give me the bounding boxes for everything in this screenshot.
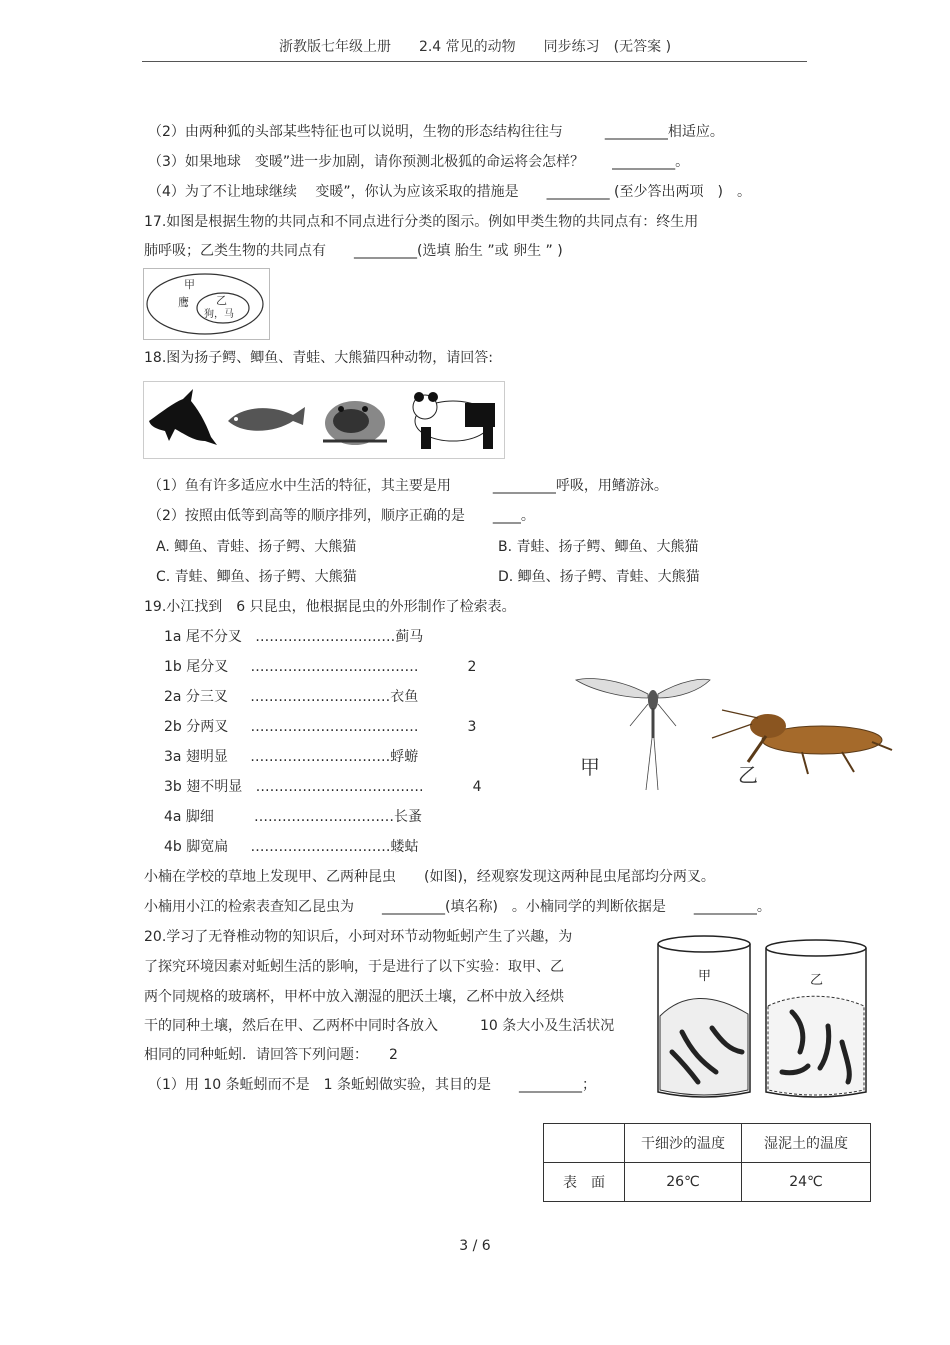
earthworm-cups-image bbox=[652, 932, 874, 1104]
q20-part1: （1）用 10 条蚯蚓而不是 1 条蚯蚓做实验，其目的是 _________； bbox=[148, 1077, 596, 1093]
insects-image bbox=[572, 668, 898, 796]
key-row: 4a 脚细 …………………………长蚤 bbox=[164, 809, 422, 825]
table-row bbox=[544, 1163, 871, 1202]
venn-outer-item: 鹰 bbox=[178, 296, 189, 309]
table-cell: 26℃ bbox=[625, 1163, 742, 1202]
q20-line4: 干的同种土壤，然后在甲、乙两杯中同时各放入 10 条大小及生活状况 bbox=[144, 1018, 615, 1034]
table-cell: 湿泥土的温度 bbox=[742, 1124, 871, 1163]
table-cell bbox=[544, 1124, 625, 1163]
q18-part1: （1）鱼有许多适应水中生活的特征，其主要是用 _________呼吸，用鳍游泳。 bbox=[148, 478, 668, 494]
key-row: 3a 翅明显 …………………………蜉蝣 bbox=[164, 749, 419, 765]
key-row: 1a 尾不分叉 …………………………蓟马 bbox=[164, 629, 424, 645]
q20-line1: 20.学习了无脊椎动物的知识后，小珂对环节动物蚯蚓产生了兴趣，为 bbox=[144, 929, 573, 945]
cup-label-yi: 乙 bbox=[810, 973, 824, 988]
option-a: A. 鲫鱼、青蛙、扬子鳄、大熊猫 bbox=[156, 539, 357, 555]
q20-line2: 了探究环境因素对蚯蚓生活的影响，于是进行了以下实验：取甲、乙 bbox=[144, 959, 564, 975]
q18-stem: 18.图为扬子鳄、鲫鱼、青蛙、大熊猫四种动物，请回答: bbox=[144, 350, 493, 366]
q20-line3: 两个同规格的玻璃杯，甲杯中放入潮湿的肥沃土壤，乙杯中放入经烘 bbox=[144, 989, 564, 1005]
table-row bbox=[544, 1124, 871, 1163]
key-row: 4b 脚宽扁 …………………………蝼蛄 bbox=[164, 839, 419, 855]
venn-inner-label: 乙 bbox=[216, 294, 227, 307]
q19-stem: 19.小江找到 6 只昆虫，他根据昆虫的外形制作了检索表。 bbox=[144, 599, 516, 615]
q16-part2: （2）由两种狐的头部某些特征也可以说明，生物的形态结构往往与 _________相适应。 bbox=[148, 124, 724, 140]
q17-line2: 肺呼吸；乙类生物的共同点有 _________(选填 胎生 ”或 卵生 ” ) bbox=[144, 243, 563, 259]
cup-yi bbox=[766, 940, 866, 1097]
four-animals-image bbox=[143, 381, 505, 459]
insect-label-yi: 乙 bbox=[738, 763, 758, 787]
option-d: D. 鲫鱼、扬子鳄、青蛙、大熊猫 bbox=[498, 569, 700, 585]
option-b: B. 青蛙、扬子鳄、鲫鱼、大熊猫 bbox=[498, 539, 699, 555]
venn-diagram bbox=[143, 268, 270, 340]
q16-part3: （3）如果地球 变暖”进一步加剧，请你预测北极狐的命运将会怎样？ _________。 bbox=[148, 154, 690, 170]
key-row: 2b 分两叉 ……………………………… 3 bbox=[164, 719, 477, 735]
table-cell: 24℃ bbox=[742, 1163, 871, 1202]
option-c: C. 青蛙、鲫鱼、扬子鳄、大熊猫 bbox=[156, 569, 357, 585]
q19-question: 小楠用小江的检索表查知乙昆虫为 _________(填名称) 。小楠同学的判断依据是 _________。 bbox=[144, 899, 771, 915]
q20-line5: 相同的同种蚯蚓．请回答下列问题： 2 bbox=[144, 1047, 398, 1063]
q16-part4: （4）为了不让地球继续 变暖”，你认为应该采取的措施是 _________ (至少答出两项 ) 。 bbox=[148, 184, 751, 200]
q18-part2: （2）按照由低等到高等的顺序排列，顺序正确的是 ____。 bbox=[148, 508, 535, 524]
key-row: 1b 尾分叉 ……………………………… 2 bbox=[164, 659, 477, 675]
table-cell: 干细沙的温度 bbox=[625, 1124, 742, 1163]
q17-line1: 17.如图是根据生物的共同点和不同点进行分类的图示。例如甲类生物的共同点有：终生用 bbox=[144, 214, 699, 230]
temperature-table bbox=[543, 1123, 871, 1202]
page-header: 浙教版七年级上册 2.4 常见的动物 同步练习 (无答案 ) bbox=[278, 39, 672, 55]
key-row: 2a 分三叉 …………………………衣鱼 bbox=[164, 689, 419, 705]
key-row: 3b 翅不明显 ……………………………… 4 bbox=[164, 779, 482, 795]
header-rule bbox=[142, 61, 807, 62]
q19-observation: 小楠在学校的草地上发现甲、乙两种昆虫 (如图)，经观察发现这两种昆虫尾部均分两叉。 bbox=[144, 869, 715, 885]
table-cell: 表 面 bbox=[544, 1163, 625, 1202]
cup-label-jia: 甲 bbox=[698, 969, 712, 984]
insect-label-jia: 甲 bbox=[580, 755, 600, 779]
venn-outer-label: 甲 bbox=[184, 278, 195, 291]
venn-inner-items: 狗，马 bbox=[204, 309, 234, 320]
cup-jia bbox=[658, 936, 750, 1097]
page-number: 3 / 6 bbox=[459, 1238, 491, 1254]
